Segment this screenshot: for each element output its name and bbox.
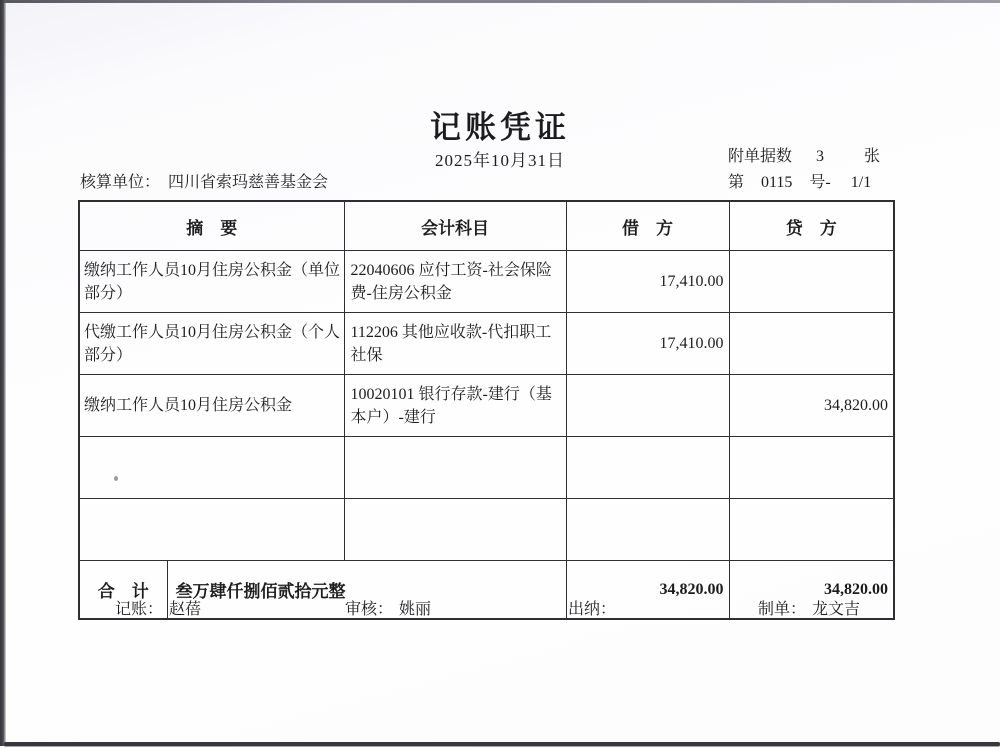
number-suffix: 号-: [809, 174, 831, 191]
summary-cell: 缴纳工作人员10月住房公积金（单位部分）: [79, 251, 344, 313]
voucher-meta: [728, 143, 898, 195]
number-value: 0115: [761, 174, 793, 191]
debit-cell: [566, 375, 729, 437]
attachment-count: 3: [816, 148, 825, 165]
scan-edge-bottom: [4, 742, 1000, 746]
cashier-label: 出纳：: [568, 601, 617, 618]
total-credit-cell: 34,820.00: [729, 561, 894, 620]
number-prefix: 第: [728, 174, 745, 191]
voucher-number-line: [728, 169, 898, 195]
amount-in-words-cell: 叁万肆仟捌佰贰拾元整: [167, 561, 566, 620]
attachment-unit: 张: [864, 148, 881, 165]
preparer-label: 制单：: [758, 601, 807, 618]
signature-bookkeeper: [115, 596, 201, 619]
reviewer-value: 姚丽: [399, 601, 432, 618]
table-row: [79, 375, 894, 437]
signature-cashier: [568, 596, 622, 619]
table-row: [79, 437, 894, 499]
table-row: [79, 251, 894, 313]
debit-cell: [566, 437, 729, 499]
account-cell: 112206 其他应收款-代扣职工社保: [344, 313, 566, 375]
page-indicator: 1/1: [850, 174, 872, 191]
summary-cell: 代缴工作人员10月住房公积金（个人部分）: [79, 313, 344, 375]
bookkeeper-value: 赵蓓: [169, 601, 202, 618]
summary-cell: 缴纳工作人员10月住房公积金: [79, 375, 344, 437]
voucher-date: 2025年10月31日: [435, 151, 565, 170]
reviewer-label: 审核：: [345, 601, 394, 618]
header-account: 会计科目: [344, 201, 566, 251]
signature-reviewer: [345, 596, 431, 619]
summary-cell: [79, 499, 344, 561]
table-header-row: [79, 201, 894, 251]
voucher-table: [78, 200, 895, 620]
preparer-value: 龙文吉: [812, 601, 861, 618]
account-cell: 22040606 应付工资-社会保险费-住房公积金: [344, 251, 566, 313]
accounting-unit-value: 四川省索玛慈善基金会: [168, 174, 329, 191]
debit-cell: [566, 499, 729, 561]
voucher-title: 记账凭证: [430, 110, 570, 145]
signature-footer: [0, 596, 1000, 620]
credit-cell: [729, 499, 894, 561]
debit-cell: 17,410.00: [566, 313, 729, 375]
accounting-unit-line: [80, 169, 328, 192]
header-debit: 借 方: [566, 201, 729, 251]
credit-cell: [729, 251, 894, 313]
total-debit-cell: 34,820.00: [566, 561, 729, 620]
account-cell: [344, 499, 566, 561]
attachment-label: 附单据数: [728, 148, 793, 165]
header-summary: 摘 要: [79, 201, 344, 251]
scan-edge-top: [0, 0, 1000, 3]
account-cell: 10020101 银行存款-建行（基本户）-建行: [344, 375, 566, 437]
bookkeeper-label: 记账：: [115, 601, 164, 618]
signature-preparer: [758, 596, 860, 619]
credit-cell: [729, 437, 894, 499]
debit-cell: 17,410.00: [566, 251, 729, 313]
credit-cell: 34,820.00: [729, 375, 894, 437]
summary-cell: [79, 437, 344, 499]
credit-cell: [729, 313, 894, 375]
account-cell: [344, 437, 566, 499]
table-row: [79, 499, 894, 561]
header-credit: 贷 方: [729, 201, 894, 251]
total-label-cell: 合 计: [79, 561, 167, 620]
table-row: [79, 313, 894, 375]
attachment-line: [728, 143, 898, 169]
accounting-unit-label: 核算单位：: [80, 174, 161, 191]
